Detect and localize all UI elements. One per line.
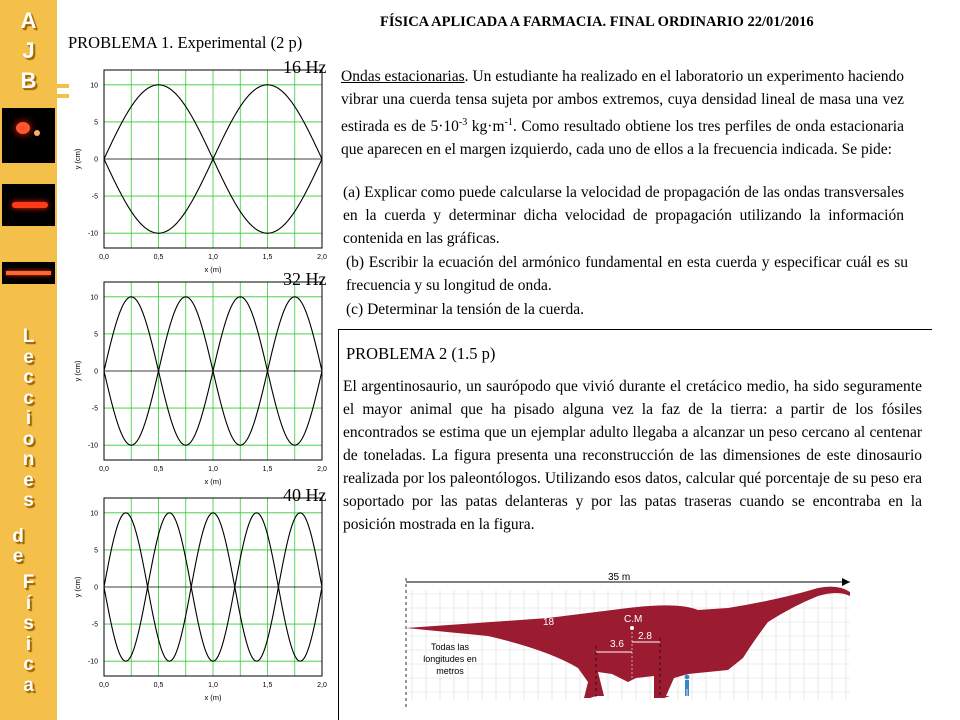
x-axis-label: x (m) [204,477,222,486]
sidebar-letter-lecciones: e [23,346,34,368]
frequency-label: 32 Hz [283,269,327,289]
dino-note-1: Todas las [430,642,470,652]
sidebar-letter-lecciones: c [23,387,34,409]
y-axis-label: y (cm) [73,360,82,382]
x-tick-label: 2,0 [317,254,327,261]
page-title: FÍSICA APLICADA A FARMACIA. FINAL ORDINARIO 22/01/2016 [380,14,814,30]
y-tick-label: -5 [91,193,98,201]
y-tick-label: -10 [87,442,98,450]
intro-exp: -3 [458,117,468,128]
dino-arrow-head [842,578,850,586]
problem1-item-c: (c) Determinar la tensión de la cuerda. [346,301,584,318]
x-tick-label: 2,0 [317,682,327,689]
x-tick-label: 1,5 [262,682,273,689]
dino-length-label: 35 m [608,572,631,583]
sidebar-letter-lecciones: e [23,469,34,491]
frequency-label: 16 Hz [283,57,327,77]
laser-photo-1 [2,108,55,163]
wave-chart-1 [68,60,330,278]
frequency-label: 40 Hz [283,485,327,505]
x-tick-label: 1,5 [262,466,273,473]
separator-line [338,329,932,330]
sidebar-letter-lecciones: L [22,326,35,347]
dino-body [406,587,850,698]
sidebar-letter-lecciones: i [25,408,32,429]
dino-cm-label: C.M [624,614,643,625]
y-tick-label: 10 [90,510,98,518]
x-tick-label: 0,0 [99,254,109,261]
problem1-item-a: (a) Explicar como puede calcularse la velocidad de propagación de las ondas transversales en la cuerda y determinar dicha velocidad de propagación utilizando la información contenida en las gráficas. [343,184,904,247]
wave-chart-2 [68,272,330,490]
vertical-separator [338,329,339,720]
problem2-title: PROBLEMA 2 (1.5 p) [346,344,496,363]
sidebar-letter-fisica: c [23,654,34,675]
sidebar-letter-fisica: i [25,633,32,655]
y-tick-label: 5 [94,331,98,339]
intro-unit-exp: -1 [504,117,513,128]
x-axis-label: x (m) [204,693,222,702]
y-tick-label: -10 [87,658,98,666]
laser-photo-2 [2,184,55,226]
y-tick-label: 5 [94,547,98,555]
wave-chart-3 [68,488,330,706]
problem1-item-b: (b) Escribir la ecuación del armónico fundamental en esta cuerda y especificar cuál es su frecuencia y su longitud de onda. [346,254,908,294]
problem1-intro [341,65,904,161]
sidebar-letter-lecciones: o [22,428,35,450]
x-tick-label: 0,0 [99,466,109,473]
dino-note-2: longitudes en [423,654,477,664]
x-tick-label: 0,5 [153,254,164,261]
y-tick-label: 0 [94,368,98,376]
laser-photo-3 [2,262,55,284]
sidebar [0,0,57,720]
sidebar-letter-de: e [12,546,24,567]
sidebar-letter-lecciones: n [22,449,35,470]
y-tick-label: -5 [91,405,98,413]
y-tick-label: 10 [90,294,98,302]
y-tick-label: 10 [90,82,98,90]
sidebar-letter-top: A [20,8,37,33]
sidebar-letter-de: d [12,526,24,547]
y-tick-label: 5 [94,119,98,127]
sidebar-letter-lecciones: s [23,490,34,511]
problem2-text: El argentinosaurio, un saurópodo que vivió durante el cretácico medio, ha sido seguramente el mayor animal que ha pisado alguna vez la faz de la tierra: a partir de los fósiles encontrados se estima que un ejemplar adulto llegaba a alcanzar un peso cercano al centenar de toneladas. La figura presenta una reconstrucción de las dimensiones de este dinosaurio realizada por los paleontólogos. Utilizando esos datos, calcular qué porcentaje de su peso era soportado por las patas delanteras y por las patas traseras cuando se encontraba en la posición mostrada en la figura. [343,378,922,533]
sidebar-letter-top: J [22,38,35,63]
dino-28-label: 2.8 [638,631,652,642]
problem1-title: PROBLEMA 1. Experimental (2 p) [68,33,303,52]
y-tick-label: 0 [94,156,98,164]
y-tick-label: 0 [94,584,98,592]
sidebar-letter-fisica: í [25,592,32,614]
dino-18-label: 18 [543,617,555,628]
y-tick-label: -5 [91,621,98,629]
sidebar-letter-fisica: a [23,674,34,696]
intro-text: . Un estudiante ha realizado en el laboratorio un experimento haciendo vibrar una cuerda tensa sujeta por ambos extremos, cuya densidad lineal de masa una vez estirada es de 5·10 [341,68,904,136]
x-tick-label: 1,0 [208,466,218,473]
x-tick-label: 0,5 [153,682,164,689]
x-tick-label: 1,5 [262,254,273,261]
x-tick-label: 1,0 [208,682,218,689]
x-tick-label: 0,0 [99,682,109,689]
y-axis-label: y (cm) [73,576,82,598]
sidebar-letter-fisica: s [23,613,34,634]
sidebar-letter-lecciones: c [23,367,34,388]
dino-36-label: 3.6 [610,639,624,650]
sidebar-letter-top: B [20,68,37,93]
x-tick-label: 1,0 [208,254,218,261]
x-tick-label: 0,5 [153,466,164,473]
intro-rest: . Como resultado obtiene los tres perfiles de onda estacionaria que aparecen en el margen izquierdo, cada uno de ellos a la frecuencia indicada. Se pide: [341,118,904,159]
intro-unit: kg·m [467,118,505,136]
y-axis-label: y (cm) [73,148,82,170]
dinosaur-figure [398,570,860,720]
y-tick-label: -10 [87,230,98,238]
x-tick-label: 2,0 [317,466,327,473]
dino-note-3: metros [436,666,464,676]
intro-title: Ondas estacionarias [341,68,465,85]
human-figure-icon [685,675,690,696]
sidebar-letter-fisica: F [22,572,35,593]
x-axis-label: x (m) [204,265,222,274]
